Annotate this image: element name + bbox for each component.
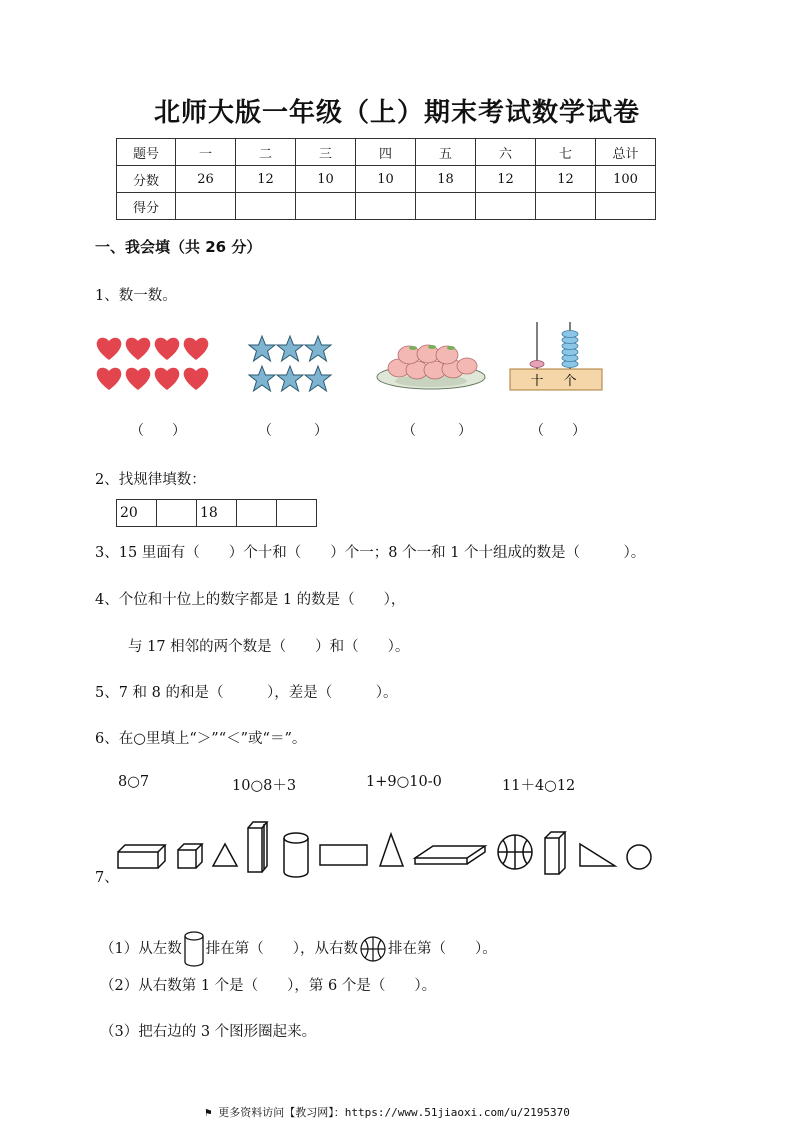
score-header-row xyxy=(117,139,656,166)
flag-icon: ⚑ xyxy=(205,1106,212,1119)
score-points-cell: 26 xyxy=(176,166,236,193)
score-earned-cell[interactable] xyxy=(236,193,296,220)
standing-cuboid-icon xyxy=(545,832,565,874)
score-earned-cell[interactable] xyxy=(536,193,596,220)
score-earned-label: 得分 xyxy=(117,193,176,220)
score-earned-cell[interactable] xyxy=(176,193,236,220)
heart-icon xyxy=(184,368,209,390)
score-points-label: 分数 xyxy=(117,166,176,193)
sequence-cell: 18 xyxy=(197,500,237,527)
score-earned-cell[interactable] xyxy=(596,193,656,220)
score-points-row xyxy=(117,166,656,193)
question-7-number: 7、 xyxy=(95,870,119,886)
abacus-ones-label: 个 xyxy=(563,374,577,389)
heart-icon xyxy=(126,368,151,390)
score-header-cell: 一 xyxy=(176,139,236,166)
footer-link[interactable]: 更多资料访问【教习网】：https://www.51jiaoxi.com/u/2195370 xyxy=(218,1106,570,1119)
tall-cuboid-icon xyxy=(248,822,267,872)
compare-item: 1+9○10-0 xyxy=(366,774,442,790)
compare-item: 10○8＋3 xyxy=(232,778,297,794)
page-title: 北师大版一年级（上）期末考试数学试卷 xyxy=(153,98,640,128)
answer-blank[interactable]: （ ） xyxy=(530,423,586,439)
flat-cuboid-icon xyxy=(415,846,485,864)
star-icon xyxy=(305,336,331,361)
star-icon xyxy=(277,336,303,361)
heart-icon xyxy=(155,368,180,390)
basketball-icon xyxy=(358,934,388,964)
section-heading: 一、我会填（共 26 分） xyxy=(95,238,262,256)
question-5-text: 5、7 和 8 的和是（ ），差是（ ）。 xyxy=(95,685,398,701)
score-points-cell: 10 xyxy=(296,166,356,193)
compare-item: 11＋4○12 xyxy=(502,778,576,794)
cuboid-icon xyxy=(118,845,165,868)
score-table xyxy=(116,138,656,220)
shapes-row xyxy=(115,818,660,882)
triangle-icon xyxy=(213,844,237,866)
score-earned-cell[interactable] xyxy=(296,193,356,220)
score-header-cell: 七 xyxy=(536,139,596,166)
star-icon xyxy=(277,366,303,391)
question-2-text: 2、找规律填数： xyxy=(95,472,206,488)
score-header-cell: 四 xyxy=(356,139,416,166)
heart-icon xyxy=(97,368,122,390)
hearts-picture xyxy=(95,334,215,394)
score-earned-row xyxy=(117,193,656,220)
question-4-text: 4、个位和十位上的数字都是 1 的数是（ ）， xyxy=(95,592,406,608)
score-points-cell: 18 xyxy=(416,166,476,193)
score-points-cell: 100 xyxy=(596,166,656,193)
star-icon xyxy=(249,366,275,391)
answer-blank[interactable]: （ ） xyxy=(130,423,186,439)
score-points-cell: 12 xyxy=(536,166,596,193)
heart-icon xyxy=(155,338,180,360)
score-header-cell: 三 xyxy=(296,139,356,166)
peach-plate-picture xyxy=(375,335,487,393)
question-7-part-2: （2）从右数第 1 个是（ ），第 6 个是（ ）。 xyxy=(100,978,437,994)
sequence-cell: 20 xyxy=(117,500,157,527)
score-points-cell: 12 xyxy=(476,166,536,193)
q7-s1c: 排在第（ ）。 xyxy=(387,941,497,957)
star-icon xyxy=(249,336,275,361)
right-triangle-icon xyxy=(580,844,615,866)
q7-s1b: 排在第（ ），从右数 xyxy=(205,941,358,957)
heart-icon xyxy=(97,338,122,360)
footer xyxy=(205,1104,570,1120)
abacus-bead xyxy=(530,361,544,368)
score-earned-cell[interactable] xyxy=(416,193,476,220)
sequence-cell-blank[interactable] xyxy=(277,500,317,527)
score-header-cell: 五 xyxy=(416,139,476,166)
score-header-cell: 六 xyxy=(476,139,536,166)
compare-item: 8○7 xyxy=(118,774,150,790)
q7-s1a: （1）从左数 xyxy=(100,941,182,957)
question-1-text: 1、数一数。 xyxy=(95,288,177,304)
stars-picture xyxy=(248,333,336,395)
score-header-cell: 题号 xyxy=(117,139,176,166)
sequence-cell-blank[interactable] xyxy=(157,500,197,527)
heart-icon xyxy=(184,338,209,360)
cube-icon xyxy=(178,844,202,868)
question-4-subtext: 与 17 相邻的两个数是（ ）和（ ）。 xyxy=(128,639,410,655)
answer-blank[interactable]: （ ） xyxy=(402,423,472,439)
abacus-tens-label: 十 xyxy=(530,374,544,389)
score-earned-cell[interactable] xyxy=(356,193,416,220)
score-points-cell: 10 xyxy=(356,166,416,193)
circle-icon xyxy=(627,845,651,869)
sequence-cell-blank[interactable] xyxy=(237,500,277,527)
heart-icon xyxy=(126,338,151,360)
score-earned-cell[interactable] xyxy=(476,193,536,220)
rectangle-icon xyxy=(320,845,367,865)
answer-blank[interactable]: （ ） xyxy=(258,423,328,439)
cylinder-icon xyxy=(182,930,206,968)
basketball-icon xyxy=(498,835,532,869)
abacus-base xyxy=(510,369,602,390)
question-7-part-3: （3）把右边的 3 个图形圈起来。 xyxy=(100,1024,317,1040)
question-6-text: 6、在○里填上“＞”“＜”或“＝”。 xyxy=(95,731,307,747)
sequence-table xyxy=(116,499,317,527)
abacus-bead xyxy=(562,331,578,338)
score-header-cell: 二 xyxy=(236,139,296,166)
score-points-cell: 12 xyxy=(236,166,296,193)
score-header-cell: 总计 xyxy=(596,139,656,166)
question-3-text: 3、15 里面有（ ）个十和（ ）个一；8 个一和 1 个十组成的数是（ ）。 xyxy=(95,545,646,561)
abacus-picture xyxy=(508,320,604,392)
cylinder-icon xyxy=(284,833,308,877)
question-7-part-1 xyxy=(100,930,497,968)
cone-triangle-icon xyxy=(380,834,403,866)
star-icon xyxy=(305,366,331,391)
peach-icon xyxy=(457,358,477,374)
